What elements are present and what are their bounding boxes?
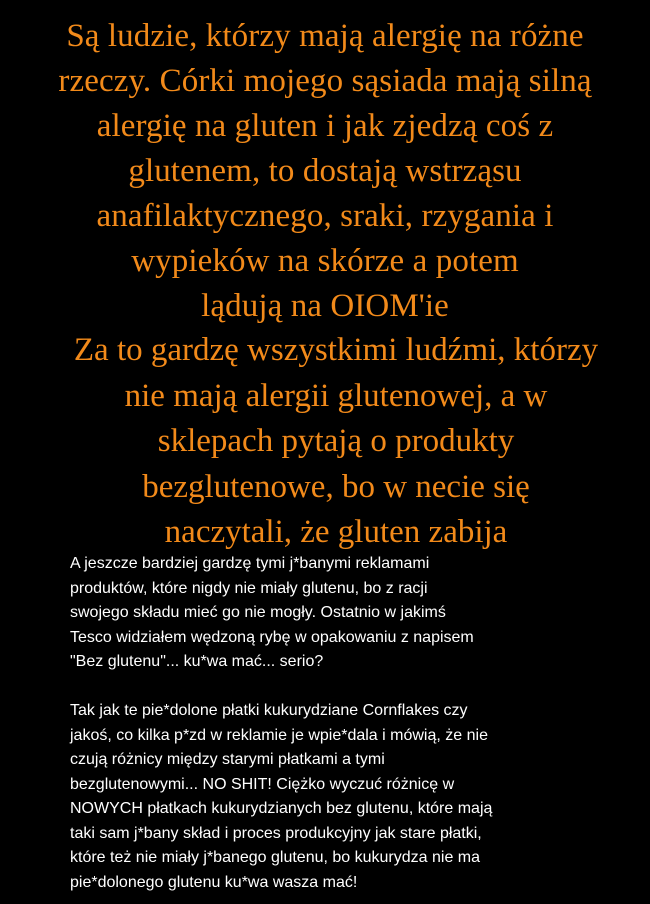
white-line: które też nie miały j*banego glutenu, bo kukurydza nie ma [70, 849, 481, 866]
white-line: czują różnicy między starymi płatkami a tymi [70, 751, 385, 768]
orange-line: Za to gardzę wszystkimi ludźmi, którzy [73, 332, 599, 368]
white-line: bezglutenowymi... NO SHIT! Ciężko wyczuć różnicę w [70, 775, 455, 793]
orange-line: bezglutenowe, bo w necie się [142, 468, 530, 505]
paragraph-2 [70, 699, 630, 895]
orange-line: glutenem, to dostają wstrząsu [128, 153, 522, 189]
white-line: Tak jak te pie*dolone płatki kukurydziane Cornflakes czy [70, 702, 468, 719]
white-text-block [70, 552, 630, 895]
white-line: taki sam j*bany skład i proces produkcyjny jak stare płatki, [70, 824, 482, 842]
orange-line: alergię na gluten i jak zjedzą coś z [96, 108, 554, 144]
orange-line: wypieków na skórze a potem [131, 243, 519, 279]
paragraph-gap [70, 675, 630, 700]
white-line: A jeszcze bardziej gardzę tymi j*banymi reklamami [70, 555, 430, 572]
orange-line: rzeczy. Córki mojego sąsiada mają silną [58, 63, 592, 99]
orange-line: naczytali, że gluten zabija [164, 514, 508, 550]
orange-line: anafilaktycznego, sraki, rzygania i [96, 198, 554, 234]
orange-text-block-1 [16, 14, 634, 329]
orange-line: lądują na OIOM'ie [201, 288, 449, 324]
orange-line: Są ludzie, którzy mają alergię na różne [66, 18, 584, 54]
white-line: "Bez glutenu"... ku*wa mać... serio? [70, 653, 324, 670]
white-line: Tesco widziałem wędzoną rybę w opakowaniu z napisem [70, 628, 474, 646]
paragraph-1 [70, 552, 630, 675]
orange-text-block-2 [34, 328, 638, 556]
orange-line: sklepach pytają o produkty [157, 423, 515, 459]
white-line: NOWYCH płatkach kukurydzianych bez glutenu, które mają [70, 800, 493, 817]
white-line: swojego składu mieć go nie mogły. Ostatnio w jakimś [70, 604, 446, 621]
white-line: jakoś, co kilka p*zd w reklamie je wpie*dala i mówią, że nie [70, 726, 488, 744]
white-line: pie*dolonego glutenu ku*wa wasza mać! [70, 873, 358, 891]
orange-line: nie mają alergii glutenowej, a w [124, 377, 548, 414]
white-line: produktów, które nigdy nie miały glutenu, bo z racji [70, 579, 428, 597]
